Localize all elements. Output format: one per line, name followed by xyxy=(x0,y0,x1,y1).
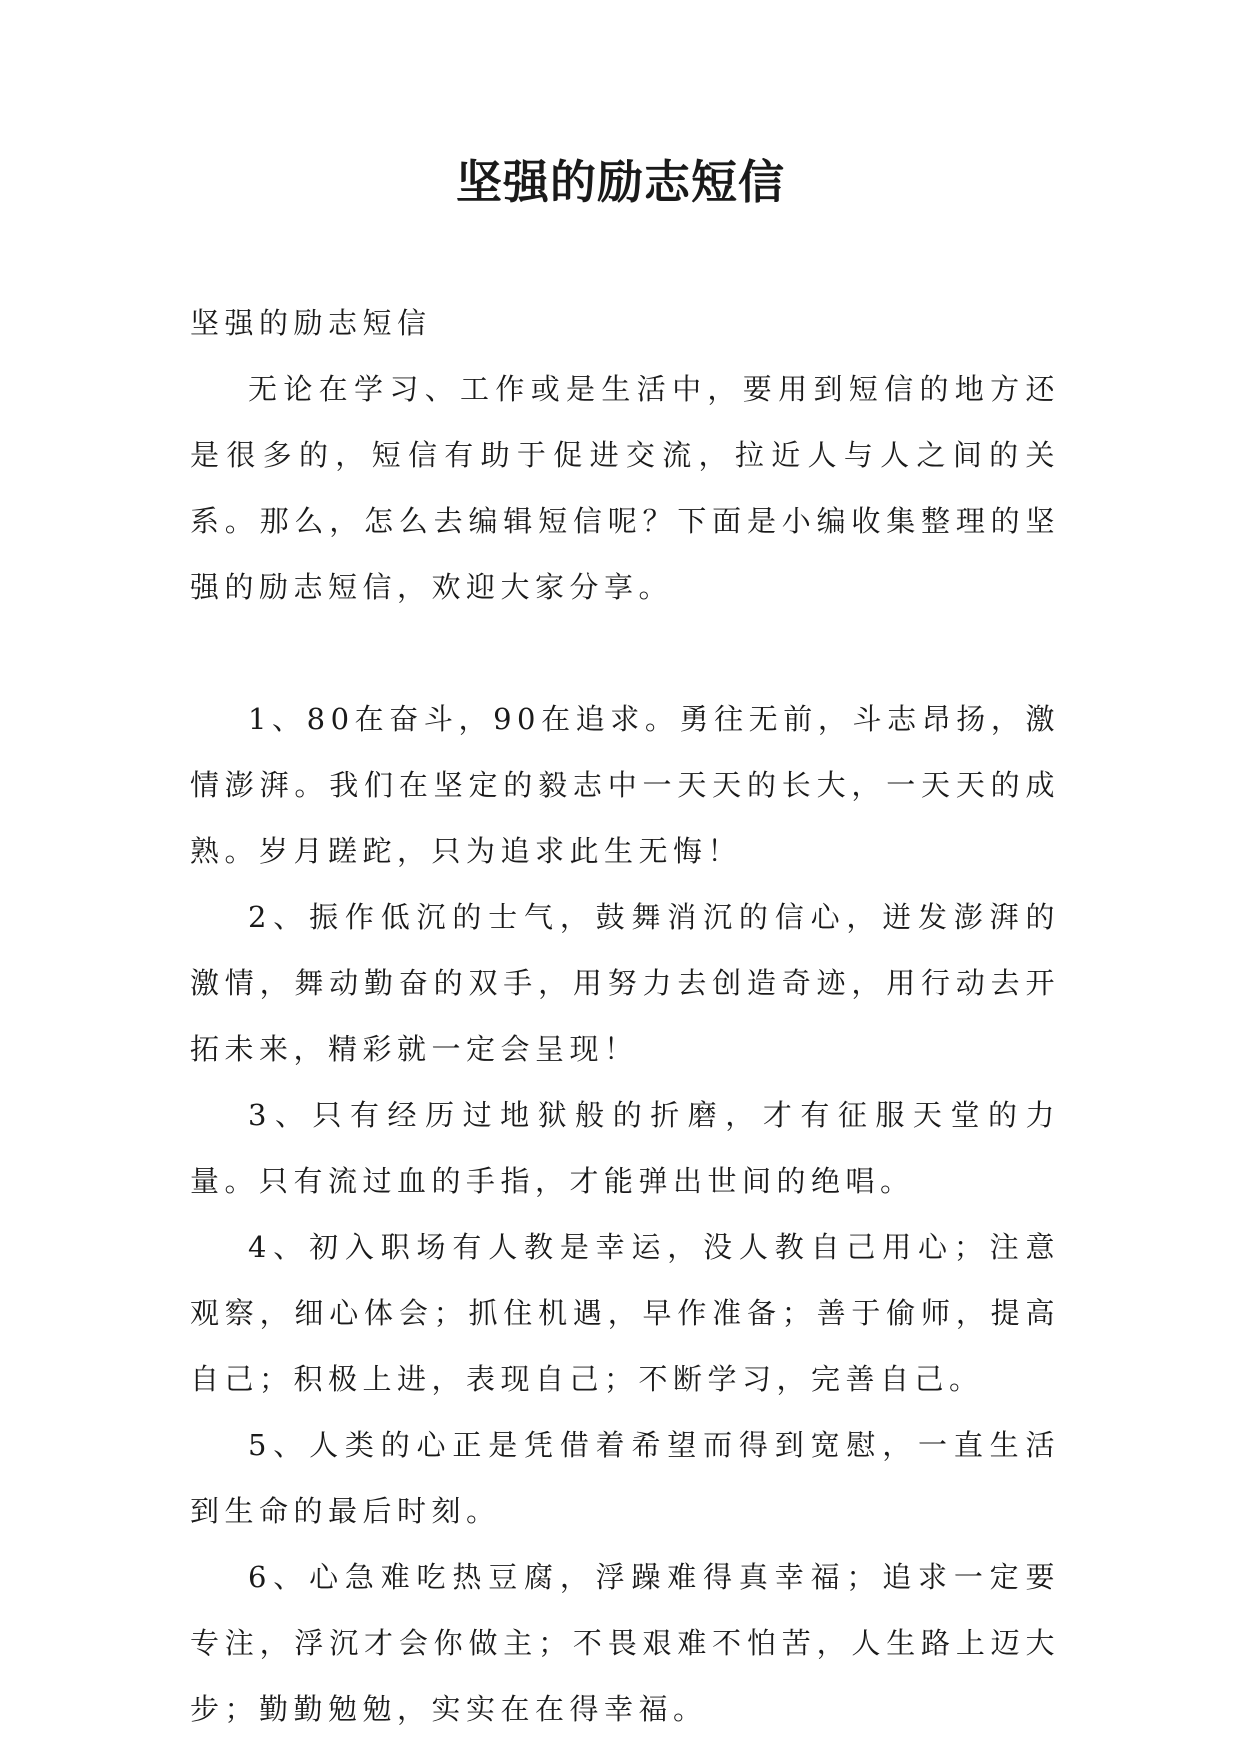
list-item: 2、振作低沉的士气，鼓舞消沉的信心，迸发澎湃的激情，舞动勤奋的双手，用努力去创造奇迹，用行动去开拓未来，精彩就一定会呈现！ xyxy=(190,900,1060,1066)
document-title: 坚强的励志短信 xyxy=(456,155,785,209)
intro-paragraph: 无论在学习、工作或是生活中，要用到短信的地方还是很多的，短信有助于促进交流，拉近人与人之间的关系。那么，怎么去编辑短信呢？下面是小编收集整理的坚强的励志短信，欢迎大家分享。 xyxy=(190,372,1060,604)
document-subtitle: 坚强的励志短信 xyxy=(190,306,432,340)
list-item: 5、人类的心正是凭借着希望而得到宽慰，一直生活到生命的最后时刻。 xyxy=(190,1428,1060,1528)
list-item: 3、只有经历过地狱般的折磨，才有征服天堂的力量。只有流过血的手指，才能弹出世间的绝唱。 xyxy=(190,1098,1060,1198)
list-item: 6、心急难吃热豆腐，浮躁难得真幸福；追求一定要专注，浮沉才会你做主；不畏艰难不怕苦，人生路上迈大步；勤勤勉勉，实实在在得幸福。 xyxy=(190,1560,1060,1726)
list-item: 1、80在奋斗，90在追求。勇往无前，斗志昂扬，激情澎湃。我们在坚定的毅志中一天天的长大，一天天的成熟。岁月蹉跎，只为追求此生无悔！ xyxy=(190,702,1060,868)
document-body xyxy=(190,290,1060,1742)
list-item: 4、初入职场有人教是幸运，没人教自己用心；注意观察，细心体会；抓住机遇，早作准备；善于偷师，提高自己；积极上进，表现自己；不断学习，完善自己。 xyxy=(190,1230,1060,1396)
